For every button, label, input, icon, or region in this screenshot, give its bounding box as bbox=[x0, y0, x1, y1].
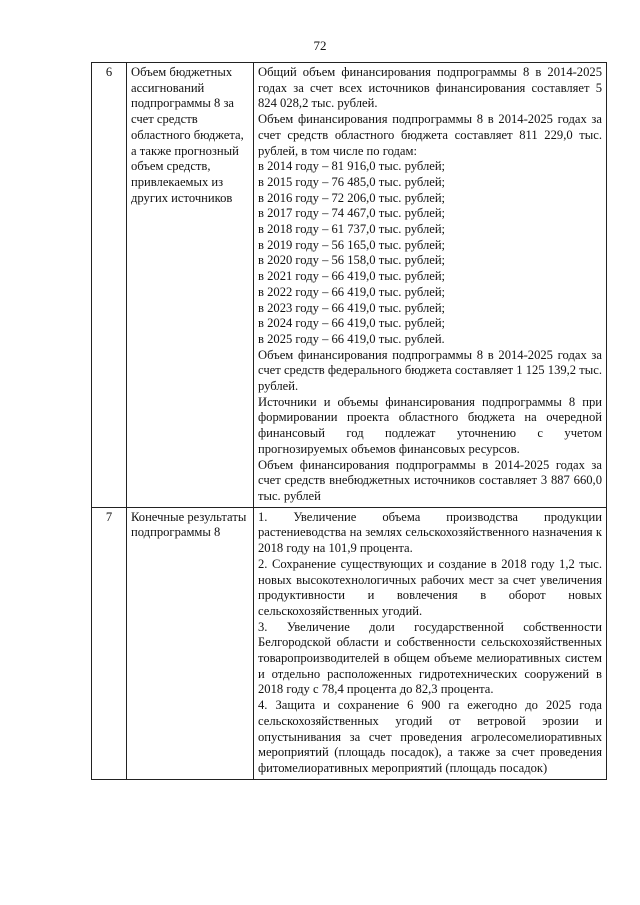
table-row bbox=[92, 507, 607, 779]
regional-funding-text: Объем финансирования подпрограммы 8 в 2014-2025 годах за счет средств областного бюджета составляет 811 229,0 тыс. рублей, в том числе по годам: bbox=[258, 112, 602, 158]
result-item: 2. Сохранение существующих и создание в 2018 году 1,2 тыс. новых высокотехнологичных рабочих мест за счет увеличения продуктивности и вовлечения в оборот новых сельскохозяйственных угодий. bbox=[258, 556, 602, 618]
row-content bbox=[254, 507, 607, 779]
row-label: Объем бюджетных ассигнований подпрограммы 8 за счет средств областного бюджета, а также прогнозный объем средств, привлекаемых из других источников bbox=[127, 63, 254, 508]
funding-sources-text: Источники и объемы финансирования подпрограммы 8 при формировании проекта областного бюджета на очередной финансовый год подлежат уточнению с учетом прогнозируемых объемов финансовых ресурсов. bbox=[258, 394, 602, 456]
page-number: 72 bbox=[313, 38, 327, 53]
result-item: 1. Увеличение объема производства продукции растениеводства на землях сельскохозяйственного назначения к 2018 году на 101,9 процента. bbox=[258, 509, 602, 556]
year-item: в 2023 году – 66 419,0 тыс. рублей; bbox=[258, 300, 446, 315]
year-item: в 2014 году – 81 916,0 тыс. рублей; bbox=[258, 159, 446, 174]
year-item: в 2022 году – 66 419,0 тыс. рублей; bbox=[258, 284, 446, 299]
year-item: в 2019 году – 56 165,0 тыс. рублей; bbox=[258, 237, 446, 252]
result-item: 4. Защита и сохранение 6 900 га ежегодно до 2025 года сельскохозяйственных угодий от ветровой эрозии и опустынивания за счет проведения агролесомелиоративных мероприятий (площадь посадок), а также за счет проведения фитомелиоративных мероприятий (площадь посадок) bbox=[258, 698, 602, 775]
year-item: в 2018 году – 61 737,0 тыс. рублей; bbox=[258, 222, 446, 237]
table-row bbox=[92, 63, 607, 508]
subprogram-table bbox=[91, 62, 607, 780]
year-item: в 2020 году – 56 158,0 тыс. рублей; bbox=[258, 253, 446, 268]
year-item: в 2025 году – 66 419,0 тыс. рублей. bbox=[258, 331, 445, 346]
year-item: в 2017 году – 74 467,0 тыс. рублей; bbox=[258, 206, 446, 221]
row-label: Конечные результаты подпрограммы 8 bbox=[127, 507, 254, 779]
year-item: в 2021 году – 66 419,0 тыс. рублей; bbox=[258, 269, 446, 284]
year-item: в 2015 году – 76 485,0 тыс. рублей; bbox=[258, 174, 446, 189]
row-number: 6 bbox=[92, 63, 127, 508]
extrabudget-funding-text: Объем финансирования подпрограммы в 2014-2025 годах за счет средств внебюджетных источников составляет 3 887 660,0 тыс. рублей bbox=[258, 457, 602, 503]
row-content bbox=[254, 63, 607, 508]
row-number: 7 bbox=[92, 507, 127, 779]
year-item: в 2024 году – 66 419,0 тыс. рублей; bbox=[258, 316, 446, 331]
year-item: в 2016 году – 72 206,0 тыс. рублей; bbox=[258, 190, 446, 205]
federal-funding-text: Объем финансирования подпрограммы 8 в 2014-2025 годах за счет средств федерального бюджета составляет 1 125 139,2 тыс. рублей. bbox=[258, 347, 602, 394]
result-item: 3. Увеличение доли государственной собственности Белгородской области и собственности сельскохозяйственных товаропроизводителей в общем объеме мелиоративных систем и отдельно расположенных гидротехнических сооружений в 2018 году с 78,4 процента до 82,3 процента. bbox=[258, 619, 602, 697]
total-funding-text: Общий объем финансирования подпрограммы 8 в 2014-2025 годах за счет всех источников финансирования составляет 5 824 028,2 тыс. рублей. bbox=[258, 65, 602, 111]
